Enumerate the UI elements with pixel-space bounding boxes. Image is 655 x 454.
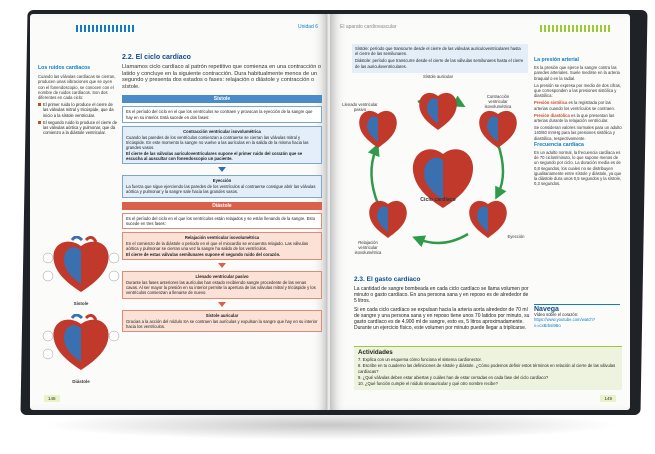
chapter-label: El aparato cardiovascular xyxy=(340,24,397,30)
sidebar-text: Cuando las válvulas cardíacas se cierran, producen unas vibraciones que se oyen con el fonendoscopio, se conocen con el nombre de ruidos cardíacos. Son dos diferentes en cada ciclo: xyxy=(38,74,116,101)
heart-icon xyxy=(369,201,407,238)
sidebar-bullet xyxy=(534,113,622,123)
heart-diastole-icon xyxy=(42,314,120,374)
definition-diastole: Diástole: período que transcurre desde el cierre de las válvulas semilunares hasta el cierre de las auriculoventriculares. xyxy=(355,58,524,69)
phase-text: Durante las fases anteriores las aurículas han estado recibiendo sangre procedente de las venas cavas. Al ser mayor la presión en su interior permite la apertura de las válvulas mitral y tricúspide y los ventrículos comienzan a llenarse de nuevo. xyxy=(126,280,316,296)
phase-box-3 xyxy=(122,232,322,260)
phase-title: Sístole auricular xyxy=(205,312,239,318)
diastole-illustration xyxy=(42,314,120,384)
phase-box-4 xyxy=(122,271,322,299)
heart-icon xyxy=(479,111,517,148)
activities-box xyxy=(354,346,622,390)
phase-box-5 xyxy=(122,310,322,333)
phase-title: Contracción ventricular isovolumétrica xyxy=(183,128,261,134)
right-page xyxy=(330,14,630,410)
navega-link[interactable]: https://www.youtube.com/watch?v=icxBrbsi9Bo xyxy=(534,317,595,328)
activity-item: 10. ¿Qué función cumple el nódulo sinoauricular y qué otro nombre recibe? xyxy=(358,381,498,387)
sidebar-title: Los ruidos cardíacos xyxy=(38,65,91,71)
diastole-band: Diástole xyxy=(122,202,322,210)
phase-text: La fuerza que sigue ejerciendo las paredes de los ventrículos al contraerse consigue abrir las válvulas aórtica y pulmonar y la sangre sale hacia las grandes vasos. xyxy=(126,184,316,195)
phase-text: Gracias a la acción del nódulo SA se contraen las aurículas y expulsan la sangre que hay en su interior hacia los ventrículos. xyxy=(126,318,318,330)
right-sidebar xyxy=(534,56,622,188)
sidebar-text: Es la presión que ejerce la sangre contra las paredes arteriales. Suele medirse en la arteria braquial o en la radial. xyxy=(534,65,620,81)
left-header xyxy=(40,24,320,33)
page-number-left: 148 xyxy=(44,395,60,402)
cycle-label: Llenado ventricular pasivo xyxy=(342,102,378,112)
unit-label: Unidad 6 xyxy=(297,24,318,30)
bullet-label: Presión sistólica xyxy=(534,100,568,106)
cycle-label: Contracción ventricular isovolumétrica xyxy=(484,94,512,109)
sistole-band: Sístole xyxy=(122,95,322,103)
activity-item: 8. Escribe en tu cuaderno las definiciones de sístole y diástole. ¿Cómo podemos definir estos términos en relación al cierre de las válvulas cardíacas? xyxy=(358,363,616,374)
heart-icon xyxy=(359,111,397,148)
bullet-square-icon xyxy=(38,121,41,124)
activities-title: Actividades xyxy=(358,349,393,356)
page-number-right: 149 xyxy=(600,395,616,402)
navega-text: Vídeo sobre el corazón: xyxy=(534,312,579,318)
gasto-paragraph: La cantidad de sangre bombeada en cada ciclo cardíaco se llama volumen por minuto o gasto cardíaco. En una persona sana y en reposo es de alrededor de 5 litros. xyxy=(354,286,529,305)
activity-item: 7. Explica con un esquema cómo funciona el sistema cardionector. xyxy=(358,357,482,363)
sistole-illustration xyxy=(42,236,120,306)
sidebar-title: La presión arterial xyxy=(534,57,579,63)
section-title: 2.3. El gasto cardíaco xyxy=(354,276,421,283)
figure-label-sistole: Sístole xyxy=(73,301,89,306)
sidebar-title: Frecuencia cardíaca xyxy=(534,141,584,148)
heart-sistole-icon xyxy=(42,236,120,296)
sidebar-text: La presión se expresa por medio de dos cifras, que corresponden a las presiones sistólica y diastólica: xyxy=(534,82,622,99)
definitions-box xyxy=(352,44,528,73)
cycle-center-label: Ciclo cardíaco xyxy=(420,197,456,203)
bullet-text: El segundo ruido lo produce el cierre de las válvulas aórtica y pulmonar, que da comienzo a la diástole ventricular. xyxy=(43,119,118,136)
navega-box xyxy=(534,304,620,328)
phase-extra: El cierre de estas válvulas semilunares supone el segundo ruido del corazón. xyxy=(126,251,281,257)
sidebar-bullet xyxy=(38,102,118,118)
phase-extra: El cierre de las válvulas auriculoventriculares supone el primer ruido del corazón que se escucha al auscultar con fonendoscopio un paciente. xyxy=(126,150,303,161)
left-page xyxy=(30,14,328,410)
sidebar-text: En un adulto normal, la frecuencia cardíaca es de 70 ciclos/minuto, lo que supone menos de un segundo por ciclo. La duración media es de 0,8 segundos, los cuales no se distribuyen igualitariamente entre sístole y diástole, ya que la diástole dura unos 0,5 segundos y la sístole, 0,3 segundos. xyxy=(534,150,622,187)
diastole-definition: Es el período del ciclo en el que los ventrículos están relajados y se están llenando de la sangre. Esto sucede en tres fases: xyxy=(122,213,322,229)
bullet-text: es la registrada por las arterias cuando los ventrículos se contraen. xyxy=(534,100,616,111)
gasto-section xyxy=(354,276,530,331)
heart-icon xyxy=(419,93,457,130)
phase-text: En el comienzo de la diástole o periodo en el que el miocardio se encuentra relajado. Las válvulas aórtica y pulmonar se cierran una vez la sangre ha salido de los ventrículos. xyxy=(126,241,309,252)
cycle-label: Relajación ventricular isovolumétrica xyxy=(354,240,382,255)
definition-sistole: Sístole: período que transcurre desde el cierre de las válvulas auriculoventriculares hasta el cierre de las semilunares. xyxy=(355,46,521,57)
arrow-down-icon xyxy=(218,263,226,268)
bullet-text: es la que presentan las arterias durante la relajación ventricular. xyxy=(534,112,615,124)
bullet-text: El primer ruido lo produce el cierre de las válvulas mitral y tricúspide, que da inicio a la sístole ventricular. xyxy=(43,102,114,118)
phase-title: Relajación ventricular isovolumétrica xyxy=(184,235,260,241)
cycle-label: Eyección xyxy=(507,234,525,239)
phase-box-1 xyxy=(122,126,322,164)
header-stripes xyxy=(76,25,136,32)
sistole-definition: Es el período del ciclo en el que los ventrículos se contraen y provocan la eyección de la sangre que hay en su interior. Está sucede en dos fases: xyxy=(122,106,322,122)
phase-title: Eyección xyxy=(212,178,232,183)
bullet-square-icon xyxy=(38,103,41,106)
section-intro: Llamamos ciclo cardíaco al patrón repetitivo que comienza en una contracción o latido y concluye en la siguiente contracción. Dura habitualmente menos de un segundo y presenta dos estados o fases: relajación o diástole y contracción o sístole. xyxy=(122,64,321,90)
phase-text: Cuando las paredes de los ventrículos comienzan a contraerse se cierran las válvulas mitral y tricúspide. En este momento la sangre no vuelve a las aurículas en la salida de la misma hacia las grandes vasos. xyxy=(126,134,309,151)
cycle-label: Sístole auricular xyxy=(422,74,454,79)
activity-item: 9. ¿Qué válvulas deben estar abiertas y cuáles han de estar cerradas en cada fase del ciclo cardíaco? xyxy=(358,374,549,380)
navega-title: Navega xyxy=(534,306,559,313)
right-header xyxy=(340,24,622,33)
arrow-down-icon xyxy=(218,302,226,307)
main-column xyxy=(122,54,322,335)
sidebar-bullet xyxy=(38,120,118,136)
arrow-down-icon xyxy=(218,167,226,172)
figure-label-diastole: Diástole xyxy=(72,379,90,384)
gasto-paragraph: Si en cada ciclo cardíaco se expulsan hacia la arteria aorta alrededor de 70 ml de sangre y una persona sana y en reposo tiene unos 70 latidos por minuto, su gasto cardíaco es de 4.900 ml de sangre, esto es, 5 litros aproximadamente. Durante un ejercicio físico, este volumen por minuto puede llegar a triplicarse. xyxy=(354,306,530,332)
phase-title: Llenado ventricular pasivo xyxy=(195,273,249,279)
cardiac-cycle-diagram xyxy=(342,74,528,264)
header-stripes xyxy=(540,25,610,32)
sidebar-bullet xyxy=(534,100,622,110)
bullet-label: Presión diastólica xyxy=(534,112,570,118)
section-title: 2.2. El ciclo cardíaco xyxy=(122,54,191,61)
sidebar-ruidos xyxy=(38,66,118,137)
phase-box-2 xyxy=(122,175,322,198)
heart-icon xyxy=(469,201,507,238)
sidebar-text: Se consideran valores normales para un adulto 140/60 mmHg para las presiones sistólica y diastólica, respectivamente. xyxy=(534,125,622,141)
